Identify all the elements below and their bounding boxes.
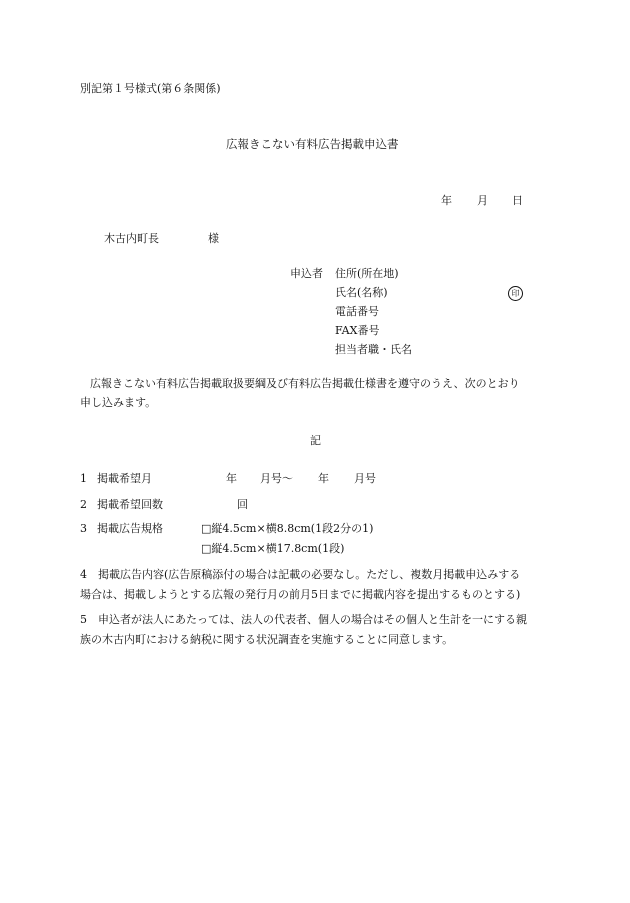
intro-line-1: 広報きこない有料広告掲載取扱要綱及び有料広告掲載仕様書を遵守のうえ、次のとおり bbox=[90, 377, 520, 390]
item5-line-1: 5 申込者が法人にあたっては、法人の代表者、個人の場合はその個人と生計を一にする親 bbox=[80, 613, 527, 626]
item1-month-end: 月号 bbox=[354, 472, 376, 485]
item2-number: 2 bbox=[80, 498, 87, 511]
item3-option-half[interactable]: □縦4.5cm×横8.8cm(1段2分の1) bbox=[201, 522, 374, 535]
item1-year-start: 年 bbox=[226, 472, 237, 485]
date-year: 年 bbox=[441, 194, 452, 207]
applicant-name: 氏名(名称) bbox=[335, 286, 388, 299]
date-month: 月 bbox=[477, 194, 488, 207]
applicant-address: 住所(所在地) bbox=[335, 267, 399, 280]
document-title: 広報きこない有料広告掲載申込書 bbox=[226, 137, 399, 151]
item1-month-start: 月号〜 bbox=[260, 472, 293, 485]
applicant-phone: 電話番号 bbox=[335, 305, 379, 318]
item1-year-end: 年 bbox=[318, 472, 329, 485]
addressee-name: 木古内町長 bbox=[104, 232, 159, 245]
applicant-contact: 担当者職・氏名 bbox=[335, 343, 412, 356]
item2-label: 掲載希望回数 bbox=[97, 498, 163, 511]
item3-label: 掲載広告規格 bbox=[97, 522, 163, 535]
item3-option-full[interactable]: □縦4.5cm×横17.8cm(1段) bbox=[201, 542, 345, 555]
item2-unit: 回 bbox=[237, 498, 248, 511]
intro-line-2: 申し込みます。 bbox=[80, 396, 157, 409]
item4-line-1: 4 掲載広告内容(広告原稿添付の場合は記載の必要なし。ただし、複数月掲載申込みする bbox=[80, 568, 521, 581]
item1-number: 1 bbox=[80, 472, 87, 485]
item5-line-2: 族の木古内町における納税に関する状況調査を実施することに同意します。 bbox=[80, 633, 454, 646]
item4-line-2: 場合は、掲載しようとする広報の発行月の前月5日までに掲載内容を提出するものとする) bbox=[80, 588, 521, 601]
form-label: 別記第１号様式(第６条関係) bbox=[80, 82, 221, 95]
ki-heading: 記 bbox=[310, 434, 321, 447]
addressee-suffix: 様 bbox=[208, 232, 219, 245]
applicant-label: 申込者 bbox=[290, 267, 323, 280]
applicant-fax: FAX番号 bbox=[335, 324, 380, 337]
seal-icon: 印 bbox=[508, 286, 523, 301]
item1-label: 掲載希望月 bbox=[97, 472, 152, 485]
item3-number: 3 bbox=[80, 522, 87, 535]
date-day: 日 bbox=[512, 194, 523, 207]
